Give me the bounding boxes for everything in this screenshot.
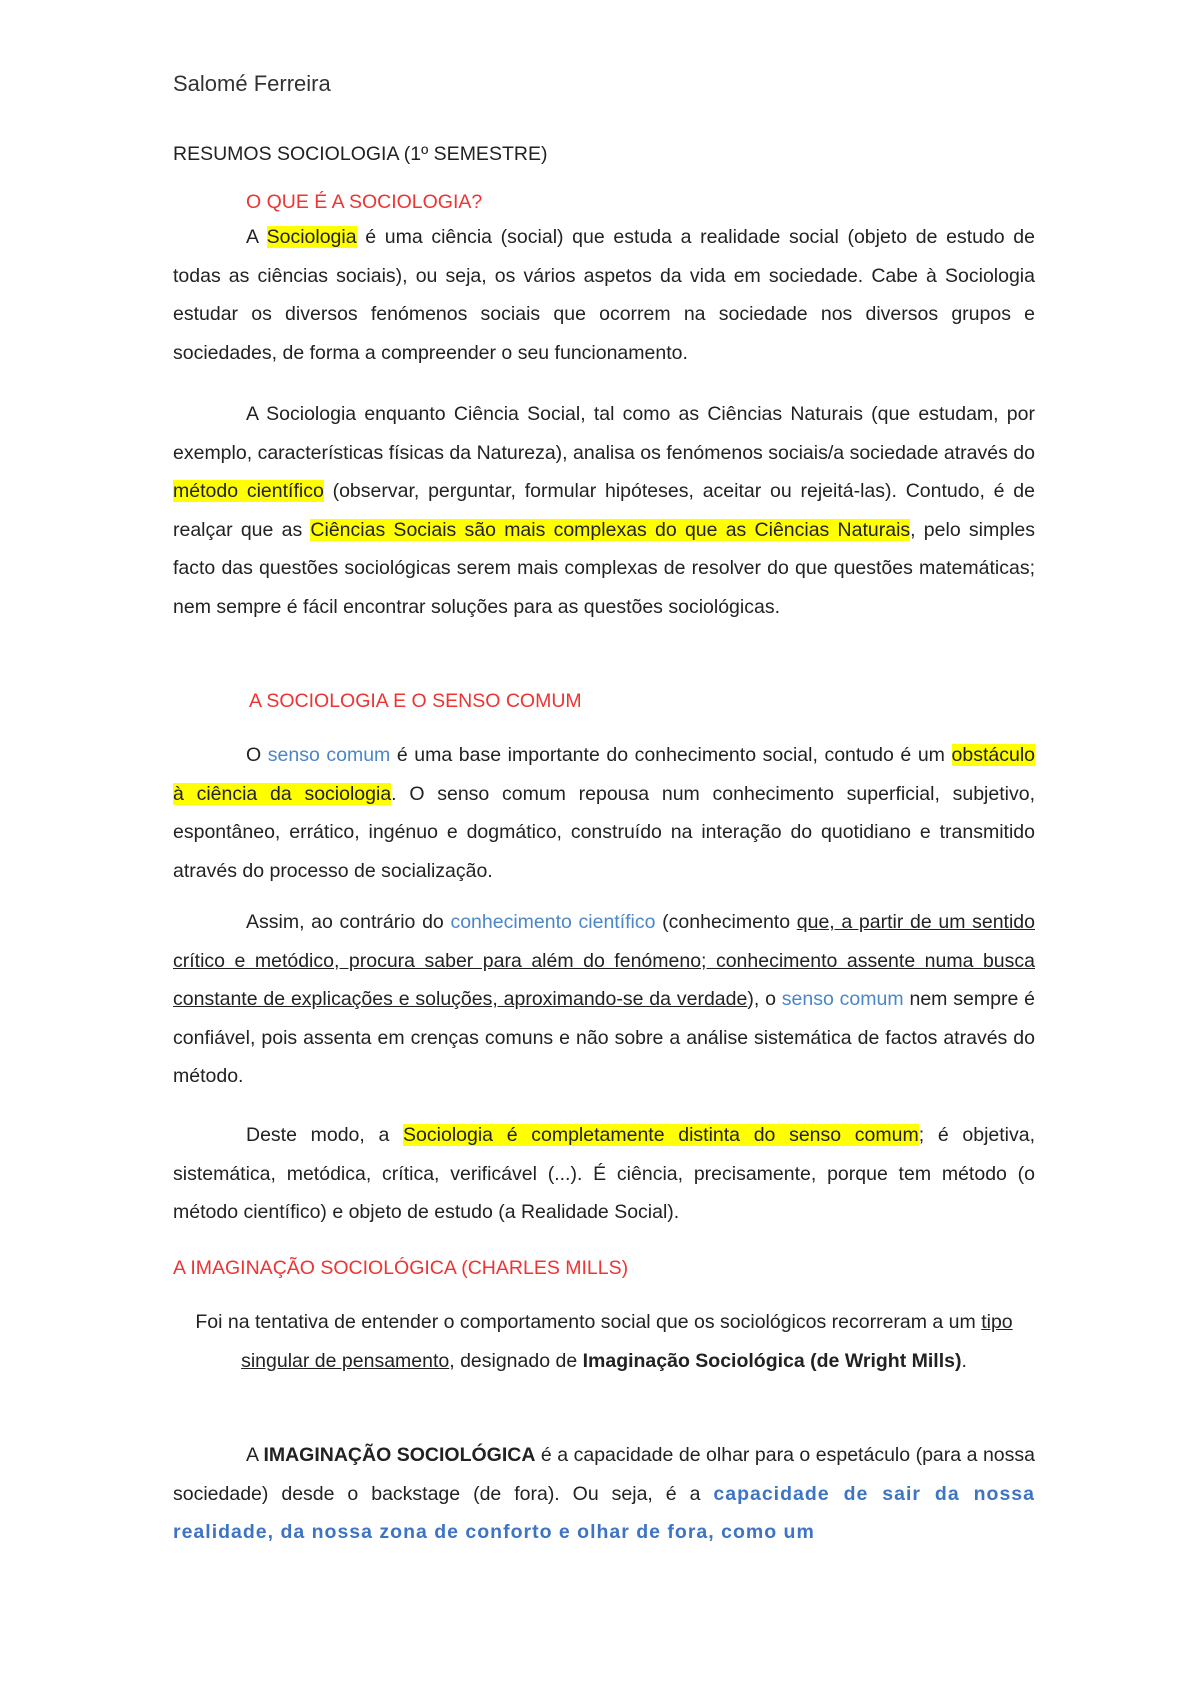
paragraph-imagination-intro: Foi na tentativa de entender o comportamento social que os sociológicos recorreram a um tipo singular de pensamento, designado de Imaginação Sociológica (de Wright Mills).: [195, 1311, 1013, 1372]
highlight-ciencias-sociais: Ciências Sociais são mais complexas do que as Ciências Naturais: [310, 518, 911, 541]
section-heading-sociological-imagination: A IMAGINAÇÃO SOCIOLÓGICA (CHARLES MILLS): [173, 1257, 629, 1279]
section-heading-common-sense: A SOCIOLOGIA E O SENSO COMUM: [249, 690, 582, 712]
highlight-distinta: Sociologia é completamente distinta do senso comum: [403, 1124, 919, 1146]
section-heading-what-is-sociology: O QUE É A SOCIOLOGIA?: [246, 191, 483, 213]
paragraph-distinct: Deste modo, a Sociologia é completamente distinta do senso comum; é objetiva, sistemática, metódica, crítica, verificável (...). É ciência, precisamente, porque tem método (o método científico) e objeto de estudo (a Realidade Social).: [173, 1124, 1036, 1223]
document-title: RESUMOS SOCIOLOGIA (1º SEMESTRE): [173, 143, 548, 165]
emphasis-capacidade: capacidade de sair da nossa realidade, da nossa zona de conforto e olhar de fora, como um: [173, 1482, 1035, 1543]
term-senso-comum-2: senso comum: [781, 988, 904, 1010]
underlined-definition: que, a partir de um sentido crítico e metódico, procura saber para além do fenómeno; conhecimento assente numa busca constante de explicações e soluções, aproximando-se da verdade: [173, 911, 1035, 1010]
highlight-sociologia: Sociologia: [266, 226, 357, 248]
paragraph-imagination-definition: A IMAGINAÇÃO SOCIOLÓGICA é a capacidade de olhar para o espetáculo (para a nossa sociedade) desde o backstage (de fora). Ou seja, é a capacidade de sair da nossa realidade, da nossa zona de conforto e olhar de fora, como um: [173, 1444, 1035, 1543]
highlight-obstaculo: obstáculo à ciência da sociologia: [173, 744, 1035, 805]
highlight-metodo-cientifico: método científico: [173, 480, 324, 502]
paragraph-common-sense: O senso comum é uma base importante do conhecimento social, contudo é um obstáculo à ciência da sociologia. O senso comum repousa num conhecimento superficial, subjetivo, espontâneo, errático, ingénuo e dogmático, construído na interação do quotidiano e transmitido através do processo de socialização.: [173, 744, 1035, 882]
underlined-pensamento: tipo singular de pensamento: [241, 1311, 1013, 1372]
bold-imaginacao: Imaginação Sociológica (de Wright Mills): [582, 1349, 962, 1372]
term-senso-comum: senso comum: [267, 744, 391, 766]
paragraph-social-science: A Sociologia enquanto Ciência Social, tal como as Ciências Naturais (que estudam, por exemplo, características físicas da Natureza), analisa os fenómenos sociais/a sociedade através do método científico (observar, perguntar, formular hipóteses, aceitar ou rejeitá-las). Contudo, é de realçar que as Ciências Sociais são mais complexas do que as Ciências Naturais, pelo simples facto das questões sociológicas serem mais complexas de resolver do que questões matemáticas; nem sempre é fácil encontrar soluções para as questões sociológicas.: [173, 403, 1035, 618]
author-name: Salomé Ferreira: [173, 71, 331, 96]
paragraph-scientific-knowledge: Assim, ao contrário do conhecimento científico (conhecimento que, a partir de um sentido crítico e metódico, procura saber para além do fenómeno; conhecimento assente numa busca constante de explicações e soluções, aproximando-se da verdade), o senso comum nem sempre é confiável, pois assenta em crenças comuns e não sobre a análise sistemática de factos através do método.: [173, 911, 1035, 1087]
term-conhecimento-cientifico: conhecimento científico: [450, 911, 656, 933]
bold-imaginacao-caps: IMAGINAÇÃO SOCIOLÓGICA: [263, 1444, 536, 1466]
paragraph-sociology-definition: A Sociologia é uma ciência (social) que estuda a realidade social (objeto de estudo de todas as ciências sociais), ou seja, os vários aspetos da vida em sociedade. Cabe à Sociologia estudar os diversos fenómenos sociais que ocorrem na sociedade nos diversos grupos e sociedades, de forma a compreender o seu funcionamento.: [173, 226, 1035, 364]
